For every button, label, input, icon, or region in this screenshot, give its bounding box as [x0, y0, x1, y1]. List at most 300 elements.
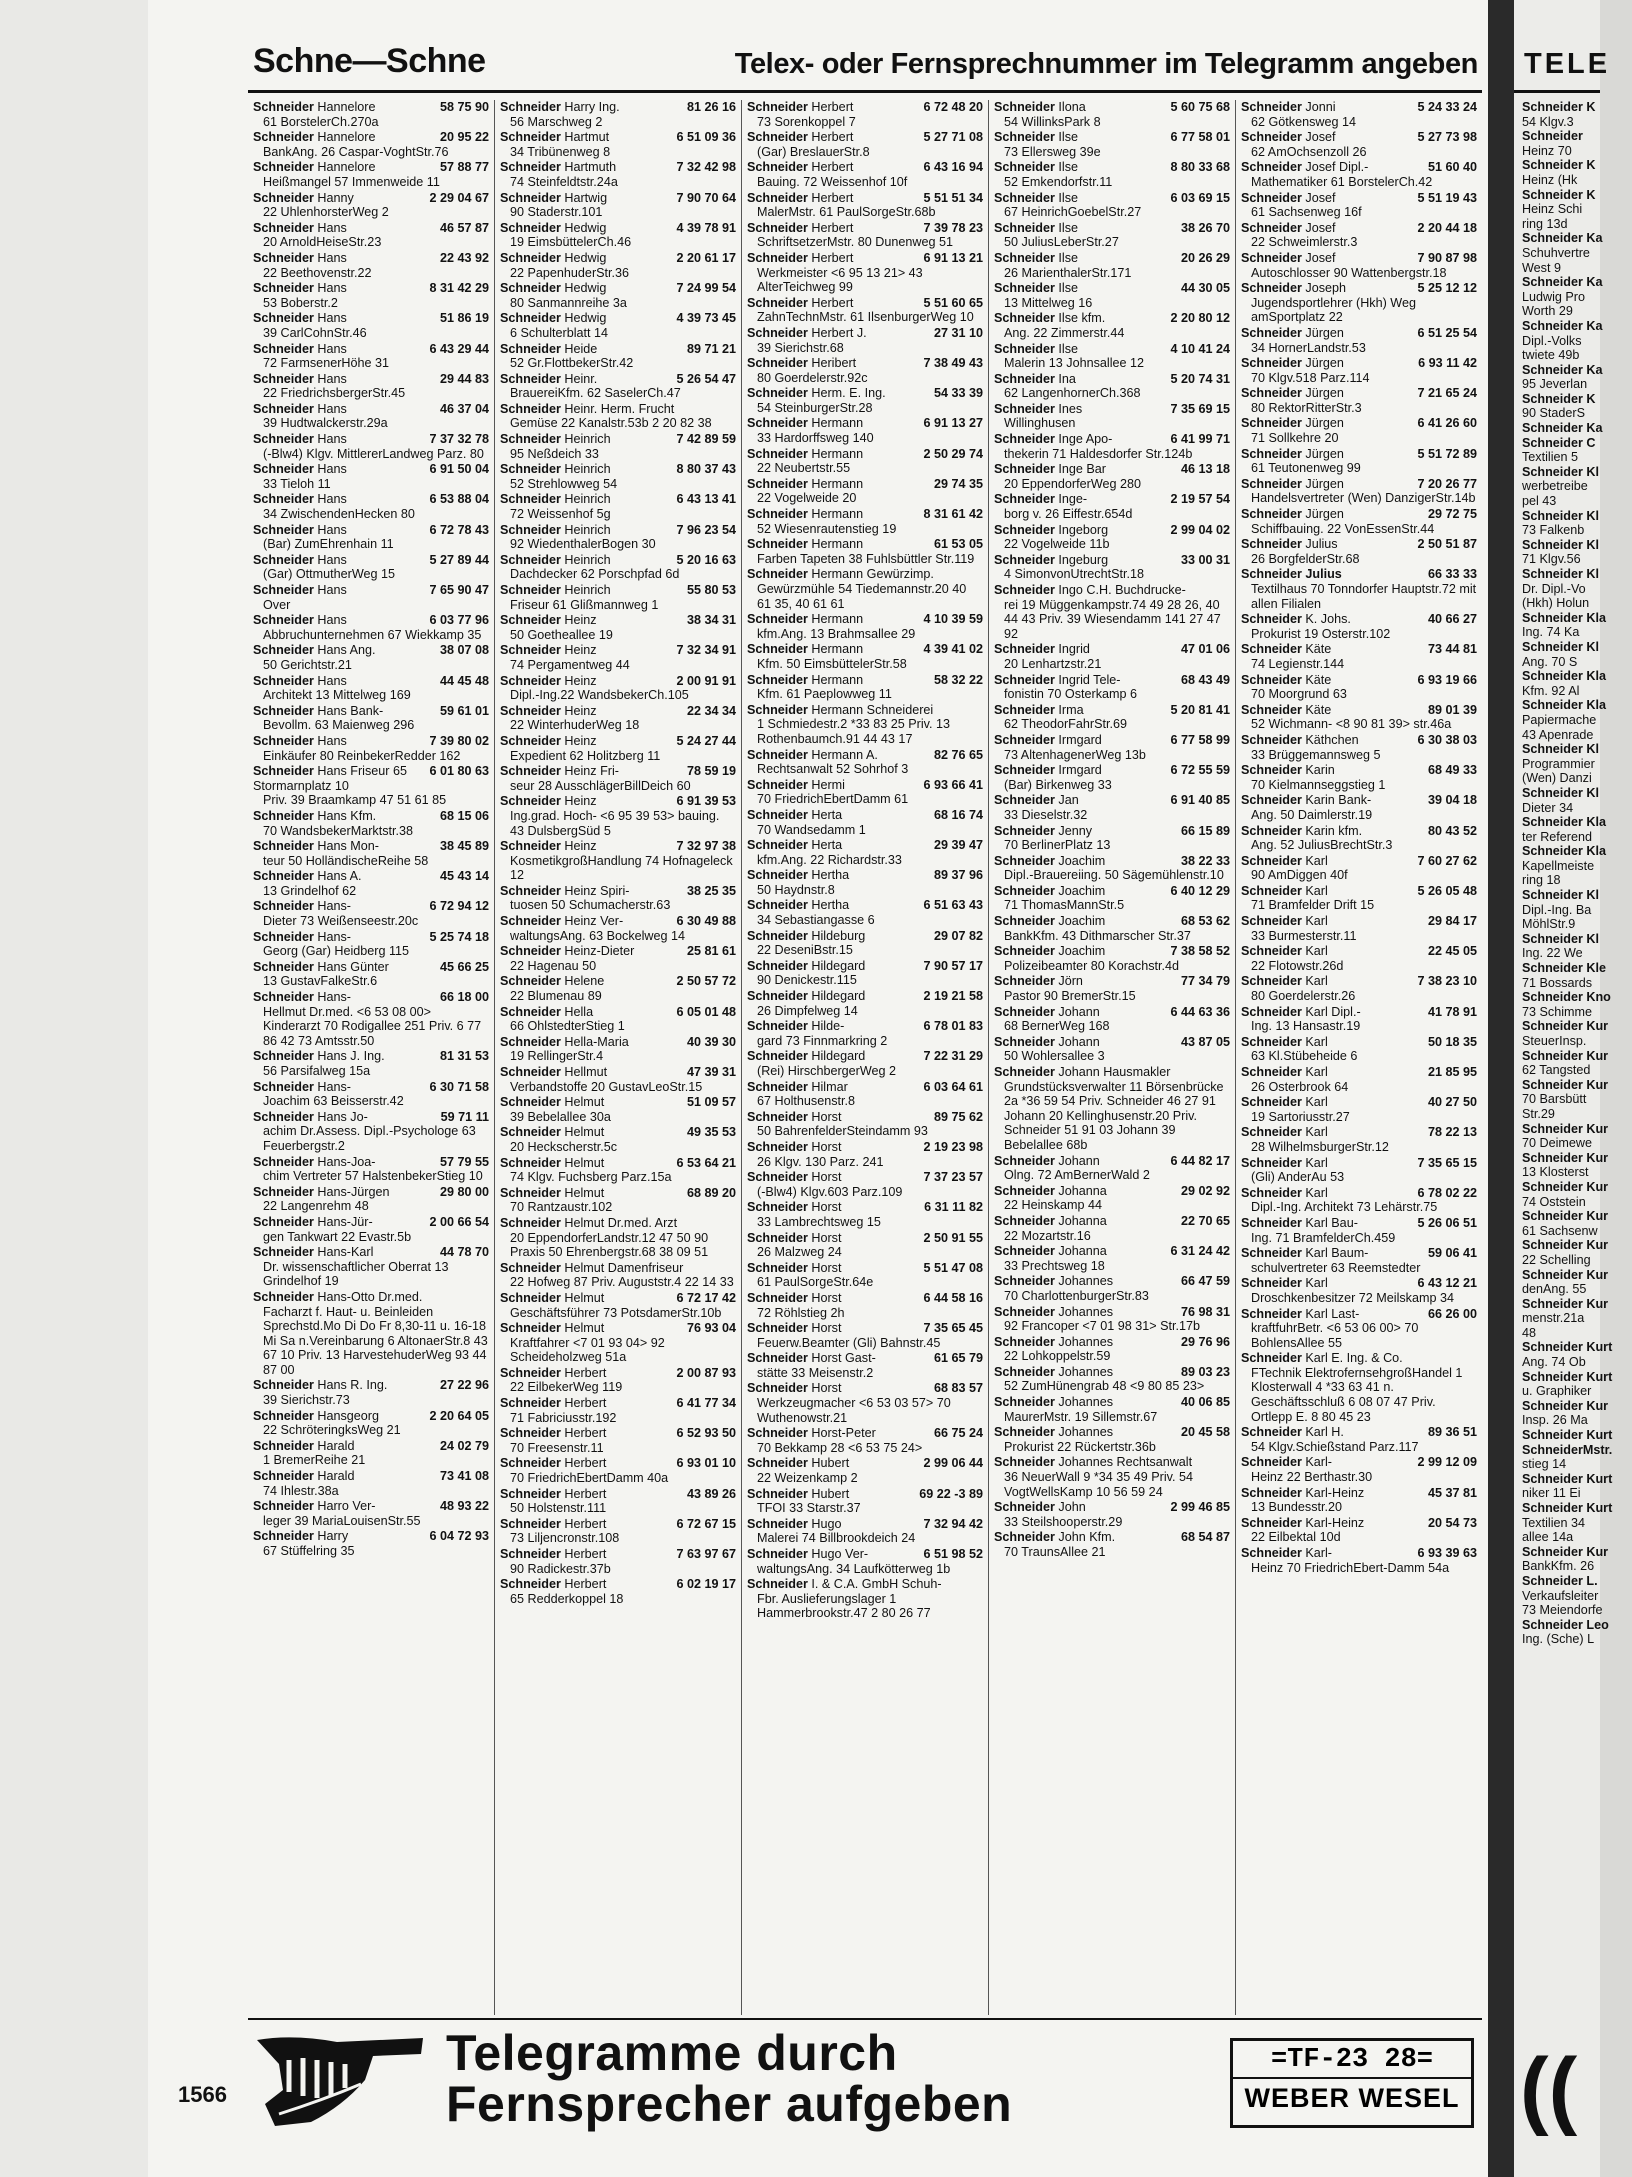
listing-entry: [747, 642, 983, 671]
listing-surname: Schneider: [500, 1155, 561, 1170]
listing-phone: 2 29 04 67: [429, 190, 489, 205]
listing-phone: 73 41 08: [439, 1469, 489, 1484]
listing-entry: [253, 221, 489, 250]
listing-details: 70 TraunsAllee 21: [1004, 1545, 1106, 1559]
listing-entry: [994, 854, 1230, 883]
listing-surname: Schneider: [500, 1426, 561, 1441]
listing-surname: Schneider: [994, 702, 1055, 717]
listing-entry: [1241, 1035, 1477, 1064]
listing-details: 22 Langenrehm 48: [263, 1199, 369, 1214]
listing-phone: 55 80 53: [686, 583, 736, 597]
listing-given-name: Hugo: [811, 1516, 842, 1531]
listing-details: borg v. 26 Eiffestr.654d: [1004, 507, 1133, 522]
listing-phone: 6 44 58 16: [923, 1290, 983, 1305]
listing-surname: Schneider: [994, 1334, 1055, 1349]
listing-details: 22 Vogelweide 11b: [1004, 537, 1110, 552]
listing-given-name: Hans R. Ing.: [317, 1378, 388, 1393]
listing-details: 68 BernerWeg 168: [1004, 1019, 1110, 1034]
listing-surname: Schneider: [994, 250, 1055, 265]
listing-phone: 29 39 47: [933, 838, 983, 853]
listing-details: (Bar) Birkenweg 33: [1004, 777, 1112, 792]
listing-entry: [500, 1125, 736, 1154]
listing-given-name: Hannelore: [317, 100, 376, 114]
listing-given-name: Karl: [1305, 853, 1328, 868]
listing-details: 22 Eilbektal 10d: [1251, 1530, 1341, 1545]
listing-phone: 40 06 85: [1180, 1395, 1230, 1410]
listing-given-name: Inge Bar: [1058, 462, 1106, 477]
listing-details: 52 Emkendorfstr.11: [1004, 174, 1113, 189]
listing-given-name: Hella: [564, 1004, 594, 1019]
listing-entry: [253, 553, 489, 582]
listing-given-name: Herbert: [811, 295, 854, 310]
listing-phone: 5 51 72 89: [1417, 446, 1477, 461]
listing-details: 80 Goerdelerstr.26: [1251, 989, 1356, 1004]
listing-surname: Schneider: [747, 838, 808, 853]
listing-given-name: Hans: [317, 462, 347, 477]
listing-entry: [747, 959, 983, 988]
listing-surname: Schneider: [253, 673, 314, 688]
listing-phone: 7 90 87 98: [1417, 250, 1477, 265]
next-page-fragment: Ing. 22 We: [1522, 946, 1583, 961]
listing-phone: 5 51 47 08: [923, 1260, 983, 1275]
next-page-fragment: Schneider Kur: [1522, 1398, 1609, 1413]
listing-phone: 47 01 06: [1180, 642, 1230, 657]
listing-phone: 7 39 78 23: [923, 220, 983, 235]
listing-surname: Schneider: [1241, 883, 1302, 898]
listing-entry: [747, 416, 983, 445]
listing-details: MalerMstr. 61 PaulSorgeStr.68b: [757, 205, 936, 220]
listing-phone: 2 99 04 02: [1170, 522, 1230, 537]
listing-phone: 50 18 35: [1427, 1034, 1477, 1049]
listing-surname: Schneider: [500, 613, 561, 628]
listing-surname: Schneider: [1241, 1215, 1302, 1230]
listing-entry: [994, 1500, 1230, 1529]
next-page-fragment: Ang. 74 Ob: [1522, 1355, 1586, 1370]
next-page-fragment: denAng. 55: [1522, 1282, 1587, 1297]
listing-surname: Schneider: [747, 1200, 808, 1215]
listing-details: Ing.grad. Hoch- <6 95 39 53> bauing. 43 DulsbergSüd 5: [510, 808, 720, 838]
listing-phone: 6 51 25 54: [1417, 325, 1477, 340]
listing-surname: Schneider: [994, 1425, 1055, 1440]
listing-entry: [994, 642, 1230, 671]
listing-given-name: Herbert: [811, 190, 854, 205]
listing-entry: [253, 402, 489, 431]
listing-surname: Schneider: [1241, 732, 1302, 747]
listing-column-3: [742, 100, 989, 2015]
listing-entry: [500, 100, 736, 129]
next-page-fragment: Schneider K: [1522, 100, 1596, 114]
telex-sender: WEBER WESEL: [1244, 2083, 1460, 2113]
listing-given-name: Jürgen: [1305, 356, 1344, 371]
listing-entry: [1241, 763, 1477, 792]
listing-details: gard 73 Finnmarkring 2: [757, 1033, 888, 1048]
listing-phone: 2 00 87 93: [676, 1365, 736, 1380]
listing-surname: Schneider: [994, 883, 1055, 898]
listing-phone: 76 93 04: [686, 1321, 736, 1336]
listing-surname: Schneider: [747, 250, 808, 265]
listing-details: 80 RektorRitterStr.3: [1251, 400, 1362, 415]
listing-entry: [747, 507, 983, 536]
listing-entry: [1241, 130, 1477, 159]
listing-details: 26 Dimpfelweg 14: [757, 1003, 858, 1018]
listing-entry: [1241, 1351, 1477, 1424]
listing-phone: 78 59 19: [686, 764, 736, 779]
listing-entry: [1241, 673, 1477, 702]
next-page-fragment: MöhlStr.9: [1522, 917, 1576, 932]
listing-surname: Schneider: [747, 507, 808, 522]
listing-given-name: Hedwig: [564, 250, 607, 265]
listing-details: 26 BorgfelderStr.68: [1251, 551, 1360, 566]
listing-details: 6 Schulterblatt 14: [510, 325, 609, 340]
listing-phone: 6 01 80 63: [429, 764, 489, 779]
listing-given-name: Hans: [317, 522, 347, 537]
listing-surname: Schneider: [1241, 507, 1302, 522]
listing-phone: 22 34 34: [686, 703, 736, 718]
listing-details: 50 Haydnstr.8: [757, 882, 835, 897]
listing-given-name: Heinr.: [564, 371, 598, 386]
listing-entry: [253, 1049, 489, 1078]
listing-phone: 6 40 12 29: [1170, 883, 1230, 898]
listing-entry: [500, 1095, 736, 1124]
listing-given-name: Joseph: [1305, 281, 1347, 296]
next-page-advert-glyph: ((: [1520, 2041, 1578, 2137]
listing-phone: 4 39 78 91: [676, 220, 736, 235]
listing-details: 70 Rantzaustr.102: [510, 1200, 613, 1215]
listing-details: (-Blw4) Klgv.603 Parz.109: [757, 1184, 903, 1199]
listing-entry: [1241, 191, 1477, 220]
listing-given-name: Hildegard: [811, 989, 866, 1004]
listing-given-name: Käte: [1305, 642, 1332, 657]
listing-details: Polizeibeamter 80 Korachstr.4d: [1004, 958, 1180, 973]
listing-surname: Schneider: [253, 311, 314, 326]
listing-surname: Schneider: [1241, 944, 1302, 959]
listing-surname: Schneider: [994, 432, 1055, 447]
listing-phone: 27 22 96: [439, 1378, 489, 1393]
listing-entry: [500, 1005, 736, 1034]
listing-entry: [747, 386, 983, 415]
listing-entry: [747, 1321, 983, 1350]
next-page-fragment: u. Graphiker: [1522, 1384, 1592, 1399]
next-page-fragment: Kapellmeiste: [1522, 858, 1595, 873]
listing-surname: Schneider: [994, 1530, 1055, 1545]
listing-entry: [1241, 884, 1477, 913]
listing-surname: Schneider: [500, 914, 561, 929]
listing-surname: Schneider: [994, 1274, 1055, 1289]
listing-entry: [747, 221, 983, 250]
listing-given-name: Joachim: [1058, 883, 1106, 898]
listing-details: 70 FriedrichEbertDamm 61: [757, 792, 909, 807]
listing-phone: 7 35 65 15: [1417, 1155, 1477, 1170]
listing-entry: [253, 311, 489, 340]
listing-entry: [1241, 1486, 1477, 1515]
listing-entry: [994, 130, 1230, 159]
listing-column-4: [989, 100, 1236, 2015]
listing-given-name: Heinz-Dieter: [564, 944, 635, 959]
listing-given-name: Hedwig: [564, 220, 607, 235]
listing-given-name: Hermann: [811, 476, 864, 491]
listing-phone: 29 72 75: [1427, 507, 1477, 522]
listing-phone: 6 30 71 58: [429, 1079, 489, 1094]
listing-phone: 2 00 66 54: [429, 1214, 489, 1229]
listing-surname: Schneider: [1241, 1065, 1302, 1079]
listing-phone: 68 49 33: [1427, 763, 1477, 778]
telegram-advert: [248, 2024, 1482, 2134]
listing-entry: [500, 342, 736, 371]
listing-given-name: Heinz Spiri-: [564, 883, 630, 898]
listing-phone: 45 43 14: [439, 869, 489, 884]
listing-phone: 48 93 22: [439, 1499, 489, 1514]
listing-surname: Schneider: [500, 794, 561, 809]
listing-phone: 5 51 19 43: [1417, 190, 1477, 205]
listing-details: Ing. 13 Hansastr.19: [1251, 1019, 1361, 1034]
listing-details: (Rei) HirschbergerWeg 2: [757, 1064, 897, 1078]
listing-given-name: Hans Bank-: [317, 703, 384, 718]
listing-details: 52 ZumHünengrab 48 <9 80 85 23>: [1004, 1379, 1205, 1394]
listing-given-name: Käthchen: [1305, 732, 1359, 747]
listing-details: Priv. 39 Braamkamp 47 51 61 85: [263, 793, 447, 808]
listing-entry: [253, 251, 489, 280]
listing-surname: Schneider: [747, 1516, 808, 1531]
listing-given-name: Herta: [811, 807, 843, 822]
listing-details: 19 EimsbüttelerCh.46: [510, 235, 632, 250]
listing-given-name: Inge-: [1058, 492, 1088, 507]
listing-entry: [253, 583, 489, 612]
next-page-edge: [1514, 0, 1613, 2177]
listing-surname: Schneider: [253, 1289, 314, 1304]
listing-details: 53 Boberstr.2: [263, 295, 338, 310]
next-page-fragment: 61 Sachsenw: [1522, 1223, 1598, 1238]
next-page-fragment: Schneider Kl: [1522, 508, 1599, 523]
listing-phone: 6 30 38 03: [1417, 732, 1477, 747]
next-page-fragment: 74 Oststein: [1522, 1194, 1586, 1209]
next-page-fragment: allee 14a: [1522, 1530, 1574, 1545]
listing-surname: Schneider: [253, 1438, 314, 1453]
listing-phone: 82 76 65: [933, 747, 983, 762]
listing-entry: [500, 884, 736, 913]
listing-entry: [747, 778, 983, 807]
listing-entry: [994, 1335, 1230, 1364]
listing-surname: Schneider: [253, 160, 314, 175]
listing-entry: [747, 130, 983, 159]
listing-entry: [500, 1547, 736, 1576]
listing-phone: 68 54 87: [1180, 1530, 1230, 1545]
listing-given-name: Heinz: [564, 733, 597, 748]
listing-phone: 2 00 91 91: [676, 673, 736, 688]
listing-details: KosmetikgroßHandlung 74 Hofnageleck 12: [510, 853, 733, 883]
listing-given-name: Heinz: [564, 794, 597, 809]
next-page-fragment: Heinz 70: [1522, 143, 1572, 158]
next-page-fragment: Textilien 5: [1522, 450, 1579, 465]
listing-details: Fbr. Auslieferungslager 1 Hammerbrookstr.47 2 80 26 77: [757, 1591, 931, 1621]
listing-surname: Schneider: [500, 462, 561, 477]
listing-surname: Schneider: [253, 869, 314, 884]
next-page-fragment: Schneider Kur: [1522, 1048, 1609, 1063]
listing-surname: Schneider: [747, 1547, 808, 1561]
listing-details: 33 Steilshooperstr.29: [1004, 1514, 1123, 1529]
listing-entry: [1241, 1455, 1477, 1484]
listing-given-name: Harry: [317, 1529, 349, 1544]
listing-phone: 6 72 48 20: [923, 100, 983, 114]
listing-details: 22 Lohkoppelstr.59: [1004, 1349, 1111, 1364]
listing-surname: Schneider: [253, 990, 314, 1005]
listing-phone: 45 66 25: [439, 959, 489, 974]
listing-entry: [1241, 477, 1477, 506]
listing-given-name: Karl: [1305, 1034, 1328, 1049]
listing-details: Rechtsanwalt 52 Sohrhof 3: [757, 762, 909, 777]
listing-details: 4 SimonvonUtrechtStr.18: [1004, 567, 1145, 582]
listing-details: 70 FriedrichEbertDamm 40a: [510, 1471, 669, 1486]
listing-details: Dr. wissenschaftlicher Oberrat 13 Grindelhof 19: [263, 1259, 449, 1289]
listing-entry: [253, 674, 489, 703]
listing-given-name: Harald: [317, 1438, 355, 1453]
listing-details: 13 Bundesstr.20: [1251, 1500, 1343, 1515]
listing-entry: [500, 251, 736, 280]
listing-details: 56 Marschweg 2: [510, 114, 603, 129]
next-page-fragment: 73 Meiendorfe: [1522, 1603, 1603, 1618]
listing-phone: 68 16 74: [933, 807, 983, 822]
listing-surname: Schneider: [747, 1260, 808, 1275]
listing-given-name: Hermann: [811, 672, 864, 687]
listing-details: tuosen 50 Schumacherstr.63: [510, 898, 671, 913]
listing-phone: 51 09 57: [686, 1095, 736, 1110]
listing-entry: [747, 537, 983, 566]
next-page-fragment: Schneider Kl: [1522, 785, 1599, 800]
listing-surname: Schneider: [747, 868, 808, 883]
listing-entry: [500, 1065, 736, 1094]
listing-entry: [994, 492, 1230, 521]
listing-entry: [1241, 1095, 1477, 1124]
listing-phone: 7 96 23 54: [676, 522, 736, 537]
listing-entry: [747, 447, 983, 476]
listing-phone: 2 99 12 09: [1417, 1455, 1477, 1470]
next-page-fragment: 48: [1522, 1325, 1537, 1340]
listing-entry: [1241, 251, 1477, 280]
listing-entry: [747, 748, 983, 777]
listing-details: 22 DeseniBstr.15: [757, 943, 853, 958]
listing-given-name: Ingrid: [1058, 642, 1090, 657]
next-page-fragment: Schuhvertre: [1522, 245, 1590, 260]
next-page-fragment: Schneider Kurt: [1522, 1428, 1613, 1443]
listing-details: thekerin 71 Haldesdorfer Str.124b: [1004, 446, 1193, 461]
listing-entry: [253, 342, 489, 371]
next-page-fragment: 73 Falkenb: [1522, 523, 1585, 538]
next-page-fragment: stieg 14: [1522, 1457, 1567, 1472]
listing-details: 67 Stüffelring 35: [263, 1544, 355, 1558]
listing-details: Over: [263, 597, 291, 612]
listing-surname: Schneider: [500, 1185, 561, 1200]
listing-phone: 69 22 -3 89: [919, 1486, 983, 1501]
listing-entry: [500, 1035, 736, 1064]
listing-entry: [747, 808, 983, 837]
listing-phone: 6 53 64 21: [676, 1155, 736, 1170]
listing-details: 33 Hardorffsweg 140: [757, 431, 874, 446]
listing-phone: 89 03 23: [1180, 1364, 1230, 1379]
listing-details: Droschkenbesitzer 72 Meilskamp 34: [1251, 1290, 1454, 1305]
listing-given-name: Hans: [317, 281, 347, 296]
listing-entry: [747, 703, 983, 747]
listing-given-name: Herbert: [564, 1577, 607, 1592]
listing-given-name: Heinrich: [564, 552, 611, 567]
listing-given-name: Hans-Joa-: [317, 1154, 376, 1169]
listing-phone: 6 03 64 61: [923, 1079, 983, 1094]
listing-details: Friseur 61 Glißmannweg 1: [510, 597, 659, 612]
listing-phone: 6 43 13 41: [676, 492, 736, 507]
listing-given-name: Ines: [1058, 401, 1083, 416]
listing-given-name: Hartwig: [564, 190, 608, 205]
listing-given-name: Harro Ver-: [317, 1499, 376, 1514]
listing-entry: [747, 100, 983, 129]
listing-phone: 7 24 99 54: [676, 281, 736, 296]
listing-given-name: Hermann: [811, 507, 864, 522]
listing-entry: [1241, 1005, 1477, 1034]
listing-surname: Schneider: [1241, 476, 1302, 491]
listing-details: Handelsvertreter (Wen) DanzigerStr.14b: [1251, 491, 1476, 506]
listing-entry: [500, 643, 736, 672]
listing-given-name: Hans J. Ing.: [317, 1049, 385, 1064]
listing-details: 26 MarienthalerStr.171: [1004, 265, 1132, 280]
listing-given-name: Herm. E. Ing.: [811, 386, 886, 401]
listing-entry: [994, 944, 1230, 973]
listing-given-name: I. & C.A. GmbH Schuh-: [811, 1577, 942, 1592]
listing-details: stätte 33 Meisenstr.2: [757, 1365, 874, 1380]
listing-phone: 8 80 37 43: [676, 462, 736, 477]
listing-surname: Schneider: [994, 1304, 1055, 1319]
listing-phone: 43 87 05: [1180, 1034, 1230, 1049]
next-page-fragment: Dipl.-Ing. Ba: [1522, 902, 1592, 917]
listing-given-name: Karl: [1305, 914, 1328, 929]
listing-given-name: Hans: [317, 250, 347, 265]
page-header-range: Schne—Schne: [253, 42, 486, 80]
listing-details: Pastor 90 BremerStr.15: [1004, 989, 1136, 1004]
listing-entry: [994, 402, 1230, 431]
listing-details: 70 Kielmannseggstieg 1: [1251, 777, 1386, 792]
listing-details: 72 FarmsenerHöhe 31: [263, 356, 390, 371]
listing-phone: 58 32 22: [933, 672, 983, 687]
listing-phone: 6 93 01 10: [676, 1456, 736, 1471]
listing-entry: [747, 929, 983, 958]
listing-given-name: Helmut: [564, 1155, 605, 1170]
listing-phone: 6 72 67 15: [676, 1516, 736, 1531]
next-page-fragment: niker 11 Ei: [1522, 1486, 1581, 1501]
listing-surname: Schneider: [253, 733, 314, 748]
listing-details: Facharzt f. Haut- u. Beinleiden Sprechstd.Mo Di Do Fr 8,30-11 u. 16-18 Mi Sa n.Vereinbarung 6 AltonaerStr.8 43 67 10 Priv. 13 HarvestehuderWeg 93 44 87 00: [263, 1304, 488, 1377]
listing-surname: Schneider: [1241, 1546, 1302, 1560]
listing-given-name: Hermann: [811, 416, 864, 431]
page-header-note: Telex- oder Fernsprechnummer im Telegramm angeben: [734, 48, 1478, 80]
listing-entry: [994, 824, 1230, 853]
listing-given-name: Hedwig: [564, 281, 607, 296]
listing-entry: [747, 612, 983, 641]
listing-details: TFOI 33 Starstr.37: [757, 1501, 861, 1516]
listing-given-name: Johann: [1058, 1153, 1100, 1168]
listing-details: 39 Sierichstr.68: [757, 340, 844, 355]
listing-details: Ang. 50 Daimlerstr.19: [1251, 807, 1373, 822]
listing-details: 54 WillinksPark 8: [1004, 114, 1101, 129]
listing-entry: [1241, 356, 1477, 385]
listing-phone: 38 07 08: [439, 643, 489, 658]
listing-details: 50 Gerichtstr.21: [263, 657, 352, 672]
listing-details: 92 Francoper <7 01 98 31> Str.17b: [1004, 1319, 1201, 1334]
next-page-fragment: BankKfm. 26: [1522, 1559, 1595, 1574]
next-page-fragment: (Hkh) Holun: [1522, 596, 1590, 611]
next-page-fragment: 70 Barsbütt: [1522, 1092, 1587, 1107]
listing-details: Geschäftsführer 73 PotsdamerStr.10b: [510, 1305, 722, 1320]
listing-surname: Schneider: [747, 416, 808, 431]
next-page-fragment: Schneider Kno: [1522, 990, 1611, 1005]
listing-entry: [253, 1155, 489, 1184]
advert-slogan: [446, 2025, 1013, 2132]
listing-entry: [1241, 1546, 1477, 1575]
